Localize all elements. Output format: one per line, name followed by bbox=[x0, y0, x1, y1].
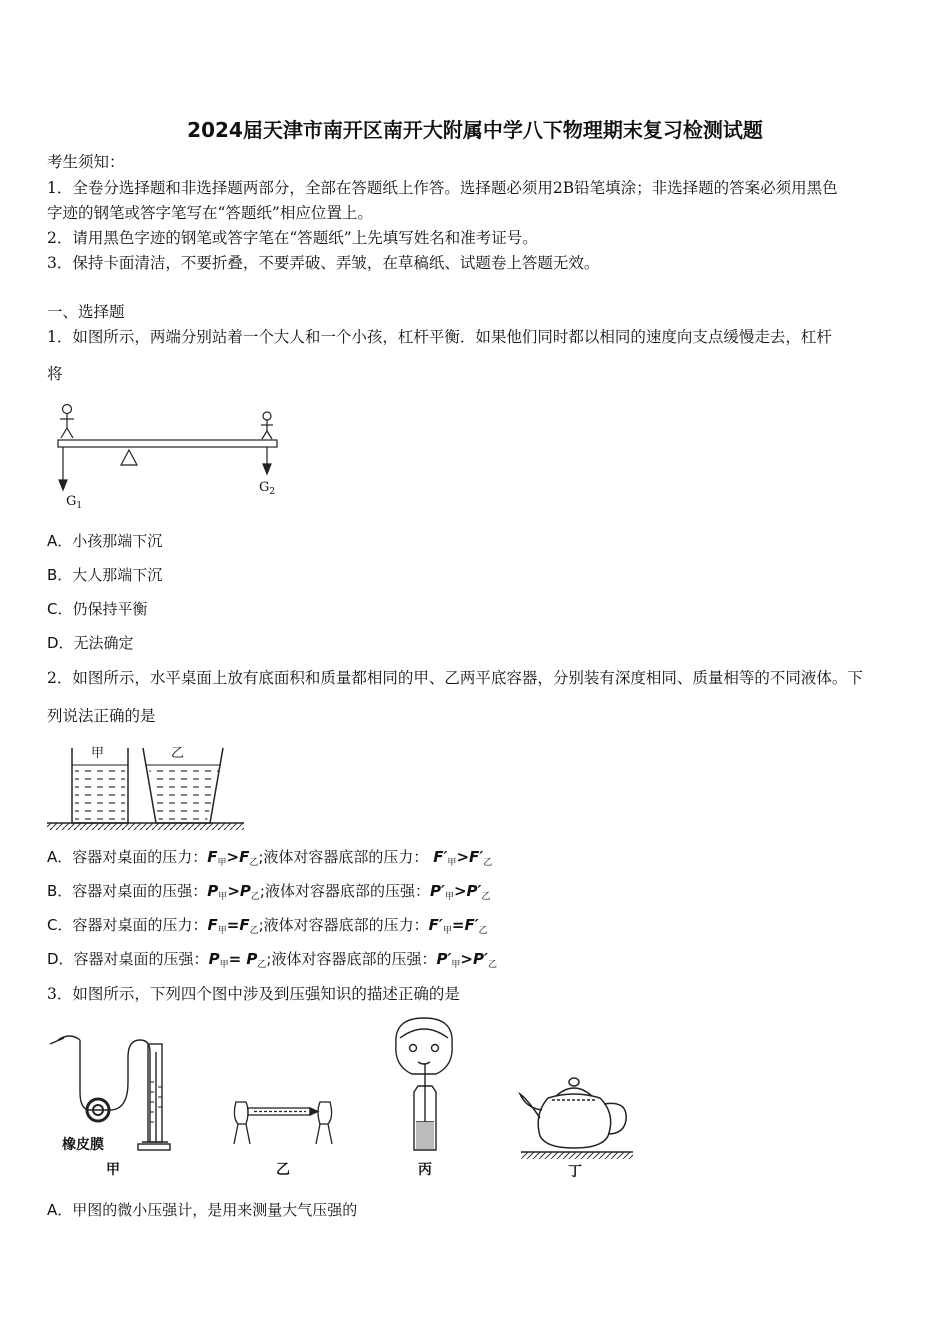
notice-heading: 考生须知： bbox=[47, 153, 125, 171]
label-fig-yi: 乙 bbox=[276, 1162, 290, 1178]
q1-option-c[interactable]: C．仍保持平衡 bbox=[47, 600, 148, 618]
fulcrum bbox=[121, 450, 137, 465]
lever-bar bbox=[58, 440, 277, 447]
label-fig-bing: 丙 bbox=[418, 1162, 432, 1178]
notice-line-4: 3．保持卡面清洁，不要折叠，不要弄破、弄皱，在草稿纸、试题卷上答题无效。 bbox=[47, 254, 600, 272]
notice-line-2: 字迹的钢笔或答字笔写在“答题纸”相应位置上。 bbox=[47, 204, 373, 222]
q1-option-d[interactable]: D．无法确定 bbox=[47, 634, 134, 652]
q1-stem-line-1: 1．如图所示，两端分别站着一个大人和一个小孩，杠杆平衡．如果他们同时都以相同的速度向支点缓慢走去，杠杆 bbox=[47, 328, 832, 346]
q1-option-a[interactable]: A．小孩那端下沉 bbox=[47, 532, 163, 550]
containers-figure bbox=[47, 743, 247, 833]
label-yi: 乙 bbox=[171, 746, 185, 761]
table-surface bbox=[47, 823, 244, 830]
child-figure bbox=[261, 412, 273, 439]
label-fig-jia: 甲 bbox=[106, 1162, 120, 1178]
q2-option-c[interactable]: C．容器对桌面的压力：$F_甲=F_乙$;液体对容器底部的压力：$F'_甲=F'_乙$ bbox=[47, 916, 488, 936]
teapot-figure bbox=[516, 1074, 638, 1164]
section-heading: 一、选择题 bbox=[47, 303, 125, 321]
notice-line-1: 1．全卷分选择题和非选择题两部分，全部在答题纸上作答。选择题必须用2B铅笔填涂；非选择题的答案必须用黑色 bbox=[47, 179, 838, 197]
g1-arrow bbox=[59, 447, 67, 490]
label-fig-ding: 丁 bbox=[568, 1164, 582, 1180]
q3-option-a[interactable]: A．甲图的微小压强计，是用来测量大气压强的 bbox=[47, 1201, 358, 1219]
label-membrane: 橡皮膜 bbox=[62, 1137, 104, 1153]
q1-option-b[interactable]: B．大人那端下沉 bbox=[47, 566, 163, 584]
page-title: 2024届天津市南开区南开大附属中学八下物理期末复习检测试题 bbox=[187, 118, 763, 142]
g1-label: $G_1$ bbox=[66, 494, 83, 511]
g2-arrow bbox=[263, 447, 271, 474]
label-jia: 甲 bbox=[91, 746, 105, 761]
q1-stem-line-2: 将 bbox=[47, 365, 63, 383]
q2-stem-line-2: 列说法正确的是 bbox=[47, 707, 156, 725]
q2-option-b[interactable]: B．容器对桌面的压强：$P_甲>P_乙$;液体对容器底部的压强：$P'_甲>P'_乙$ bbox=[47, 882, 491, 902]
teapot-table bbox=[521, 1152, 633, 1159]
q3-stem: 3．如图所示，下列四个图中涉及到压强知识的描述正确的是 bbox=[47, 985, 460, 1003]
pencil-fingers-figure bbox=[228, 1092, 340, 1154]
notice-line-3: 2．请用黑色字迹的钢笔或答字笔在“答题纸”上先填写姓名和准考证号。 bbox=[47, 229, 538, 247]
girl-straw-figure bbox=[388, 1014, 460, 1160]
q2-option-a[interactable]: A．容器对桌面的压力：$F_甲>F_乙$;液体对容器底部的压力： $F'_甲>F'_乙$ bbox=[47, 848, 493, 868]
q2-stem-line-1: 2．如图所示，水平桌面上放有底面积和质量都相同的甲、乙两平底容器，分别装有深度相同、质量相等的不同液体。下 bbox=[47, 669, 863, 687]
adult-figure bbox=[60, 405, 74, 439]
q2-option-d[interactable]: D．容器对桌面的压强：$P_甲= P_乙$;液体对容器底部的压强：$P'_甲>P'_乙$ bbox=[47, 950, 497, 970]
g2-label: $G_2$ bbox=[259, 480, 276, 497]
